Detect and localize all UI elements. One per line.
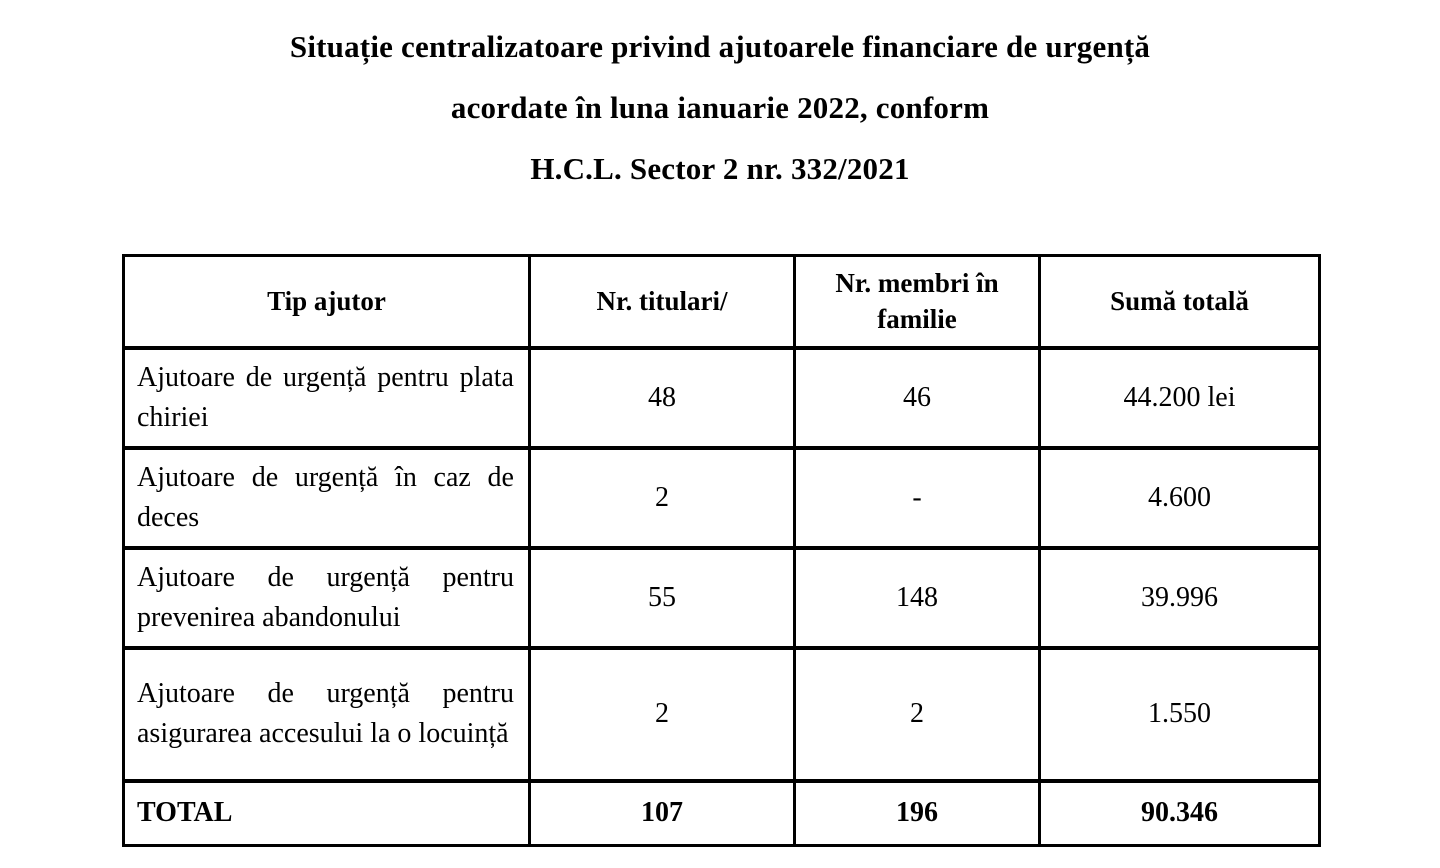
cell-tip-ajutor: Ajutoare de urgență în caz de deces <box>124 448 530 548</box>
cell-nr-titulari: 48 <box>530 348 795 448</box>
cell-suma: 44.200 lei <box>1040 348 1320 448</box>
table-row <box>124 548 1320 648</box>
cell-tip-ajutor: Ajutoare de urgență pentru asigurarea accesului la o locuință <box>124 648 530 781</box>
title-line-3: H.C.L. Sector 2 nr. 332/2021 <box>530 151 910 186</box>
header-tip-ajutor: Tip ajutor <box>124 256 530 348</box>
cell-suma: 1.550 <box>1040 648 1320 781</box>
header-nr-titulari: Nr. titulari/ <box>530 256 795 348</box>
cell-nr-titulari: 55 <box>530 548 795 648</box>
cell-tip-ajutor: Ajutoare de urgență pentru plata chiriei <box>124 348 530 448</box>
cell-tip-ajutor: Ajutoare de urgență pentru prevenirea abandonului <box>124 548 530 648</box>
document-title <box>0 0 1440 199</box>
header-nr-membri: Nr. membri în familie <box>795 256 1040 348</box>
table-row <box>124 348 1320 448</box>
cell-nr-membri: 46 <box>795 348 1040 448</box>
cell-nr-titulari: 2 <box>530 448 795 548</box>
cell-total-label: TOTAL <box>124 781 530 846</box>
aid-summary-table <box>122 254 1321 847</box>
cell-nr-membri: - <box>795 448 1040 548</box>
cell-suma: 4.600 <box>1040 448 1320 548</box>
cell-nr-titulari: 2 <box>530 648 795 781</box>
cell-total-titulari: 107 <box>530 781 795 846</box>
cell-nr-membri: 148 <box>795 548 1040 648</box>
cell-total-suma: 90.346 <box>1040 781 1320 846</box>
header-suma-totala: Sumă totală <box>1040 256 1320 348</box>
table-row <box>124 648 1320 781</box>
cell-total-membri: 196 <box>795 781 1040 846</box>
cell-suma: 39.996 <box>1040 548 1320 648</box>
table-row <box>124 448 1320 548</box>
title-line-1: Situație centralizatoare privind ajutoarele financiare de urgență <box>289 29 1151 64</box>
cell-nr-membri: 2 <box>795 648 1040 781</box>
table-header-row <box>124 256 1320 348</box>
title-line-2: acordate în luna ianuarie 2022, conform <box>450 90 990 125</box>
table-total-row <box>124 781 1320 846</box>
